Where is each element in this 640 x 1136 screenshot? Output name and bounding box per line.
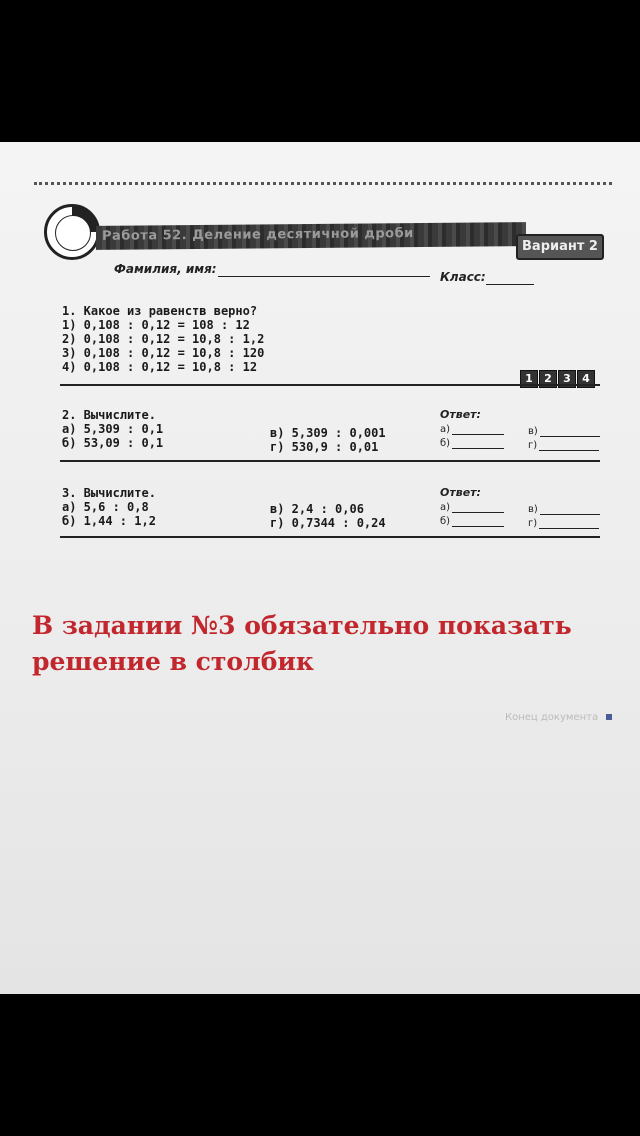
task3-item-v: в) 2,4 : 0,06 bbox=[270, 502, 364, 516]
answer-label: а) bbox=[440, 424, 451, 435]
task1-option-1: 1) 0,108 : 0,12 = 108 : 12 bbox=[62, 318, 250, 332]
task2-item-a: а) 5,309 : 0,1 bbox=[62, 422, 164, 436]
class-field-line[interactable] bbox=[486, 284, 534, 285]
answer-label: б) bbox=[440, 516, 451, 527]
title-banner bbox=[96, 222, 526, 250]
answer-label: в) bbox=[528, 426, 538, 437]
task2-answer-a[interactable] bbox=[440, 424, 504, 435]
divider bbox=[60, 384, 600, 386]
task2-answer-v[interactable] bbox=[528, 426, 600, 437]
task3-item-g: г) 0,7344 : 0,24 bbox=[270, 516, 386, 530]
task3-answer-g[interactable] bbox=[528, 518, 599, 529]
task1-block bbox=[62, 304, 264, 374]
task2-title: 2. Вычислите. bbox=[62, 408, 156, 422]
task3-title: 3. Вычислите. bbox=[62, 486, 156, 500]
divider bbox=[60, 460, 600, 462]
task1-title: 1. Какое из равенств верно? bbox=[62, 304, 258, 318]
task3-answer-b[interactable] bbox=[440, 516, 504, 527]
task3-left bbox=[62, 486, 156, 528]
clock-icon bbox=[44, 204, 100, 260]
name-field-line[interactable] bbox=[218, 276, 430, 277]
task3-item-a: а) 5,6 : 0,8 bbox=[62, 500, 149, 514]
task2-answer-g[interactable] bbox=[528, 440, 599, 451]
end-of-document-label: Конец документа bbox=[505, 712, 599, 723]
task1-option-3: 3) 0,108 : 0,12 = 10,8 : 120 bbox=[62, 346, 265, 360]
task2-item-g: г) 530,9 : 0,01 bbox=[270, 440, 379, 454]
task3-answer-v[interactable] bbox=[528, 504, 600, 515]
answer-label: в) bbox=[528, 504, 538, 515]
answer-label: а) bbox=[440, 502, 451, 513]
task3-right bbox=[270, 502, 386, 530]
task2-right bbox=[270, 426, 386, 454]
answer-box-3[interactable]: 3 bbox=[558, 370, 576, 388]
answer-label: б) bbox=[440, 438, 451, 449]
task2-answer-title: Ответ: bbox=[440, 408, 481, 421]
task3-item-b: б) 1,44 : 1,2 bbox=[62, 514, 156, 528]
task3-answer-title: Ответ: bbox=[440, 486, 481, 499]
task1-option-4: 4) 0,108 : 0,12 = 10,8 : 12 bbox=[62, 360, 258, 374]
note-line-1: В задании №3 обязательно показать bbox=[32, 611, 572, 640]
answer-label: г) bbox=[528, 518, 538, 529]
note-line-2: решение в столбик bbox=[32, 647, 314, 676]
dotted-separator bbox=[34, 182, 612, 185]
instruction-note bbox=[32, 608, 592, 680]
end-marker-icon bbox=[606, 714, 612, 720]
task2-item-v: в) 5,309 : 0,001 bbox=[270, 426, 386, 440]
banner-text: Работа 52. Деление десятичной дроби bbox=[102, 226, 414, 244]
answer-label: г) bbox=[528, 440, 538, 451]
class-label: Класс: bbox=[440, 270, 486, 284]
task1-option-2: 2) 0,108 : 0,12 = 10,8 : 1,2 bbox=[62, 332, 265, 346]
worksheet-photo bbox=[0, 142, 640, 994]
name-label: Фамилия, имя: bbox=[114, 262, 217, 276]
task2-left bbox=[62, 408, 163, 450]
task2-item-b: б) 53,09 : 0,1 bbox=[62, 436, 164, 450]
answer-box-2[interactable]: 2 bbox=[539, 370, 557, 388]
task2-answer-b[interactable] bbox=[440, 438, 504, 449]
task3-answer-a[interactable] bbox=[440, 502, 504, 513]
answer-box-1[interactable]: 1 bbox=[520, 370, 538, 388]
answer-box-4[interactable]: 4 bbox=[577, 370, 595, 388]
variant-badge: Вариант 2 bbox=[516, 234, 604, 260]
divider bbox=[60, 536, 600, 538]
